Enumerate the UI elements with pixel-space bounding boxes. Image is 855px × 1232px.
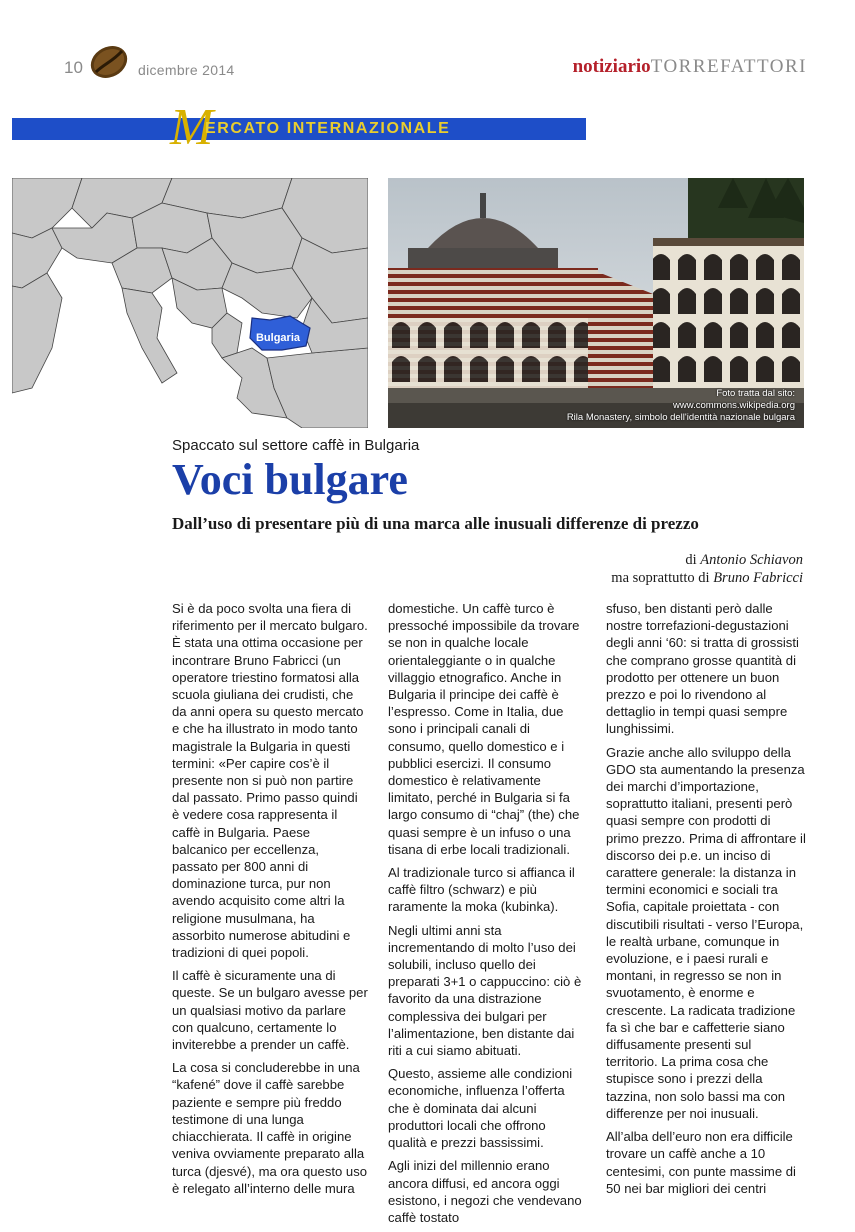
section-title: ERCATO INTERNAZIONALE <box>205 120 451 137</box>
byline-mid: ma soprattutto di <box>611 570 710 586</box>
byline-prefix: di <box>685 552 697 568</box>
paragraph: Agli inizi del millennio erano ancora diffusi, ed ancora oggi esistono, i negozi che vendevano caffè tostato <box>388 1158 582 1225</box>
text-column-2 <box>388 600 584 1232</box>
author-1: Antonio Schiavon <box>700 552 803 568</box>
photo-credit <box>567 388 795 424</box>
paragraph: Grazie anche allo sviluppo della GDO sta aumentando la presenza dei marchi d’importazione, soprattutto italiani, presenti però quasi sempre con prodotti di primo prezzo. Prima di affrontare il discorso dei p.e. un inciso di carattere generale: la distanza in termini economici e sociali tra Sofia, capitale proiettata - con discutibili risultati - verso l’Europa, le realtà urbane, comunque in evoluzione, e i paesi rurali e montani, in regresso se non in svuotamento, è enorme e crescente. La radicata tradizione fa sì che bar e caffetterie siano diffusamente presenti sul territorio. La prima cosa che stupisce sono i prezzi della tazzina, non solo bassi ma con differenze per noi inusuali. <box>606 744 806 1121</box>
magazine-brand <box>573 56 807 78</box>
text-column-1 <box>172 600 368 1203</box>
paragraph: domestiche. Un caffè turco è pressoché impossibile da trovare se non in qualche locale orientaleggiante o in qualche villaggio etnografico. Anche in Bulgaria il principe dei caffè è l’espresso. Come in Italia, due sono i principali canali di consumo, quello domestico e i pubblici esercizi. Il consumo domestico è relativamente limitato, perché in Bulgaria si fa largo consumo di “chaj” (the) che quasi sempre è un infuso o una tisana di erbe locali tradizionali. <box>388 601 580 857</box>
article-title: Voci bulgare <box>172 455 408 504</box>
paragraph: Negli ultimi anni sta incrementando di molto l’uso dei solubili, incluso quello dei preparati 3+1 o cappuccino: ciò è favorito da una distrazione complessiva dei bulgari per l’alimentazione, ben distante dai riti a cui siamo abituati. <box>388 922 582 1059</box>
page-number: 10 <box>64 58 83 77</box>
coffee-bean-icon <box>88 44 130 80</box>
author-2: Bruno Fabricci <box>713 570 803 586</box>
issue-date: dicembre 2014 <box>138 62 235 78</box>
paragraph: La cosa si concluderebbe in una “kafené” dove il caffè sarebbe paziente e sempre più freddo testimone di una lunga chiacchierata. Il caffè in origine veniva ovviamente preparato alla turca (djesvé), ma ora questo uso è relegato all’interno delle mura <box>172 1060 368 1196</box>
brand-sub: TORREFATTORI <box>650 56 807 77</box>
brand-main: notiziario <box>572 56 651 77</box>
paragraph: Si è da poco svolta una fiera di riferimento per il mercato bulgaro. È stata una ottima occasione per incontrare Bruno Fabricci (un operatore triestino formatosi alla scuola giuliana dei crudisti, che da anni opera su questo mercato e che ha illustrato in modo tanto magistrale la Bulgaria in questi termini: «Per capire cos’è il presente non si può non partire dal passato. Primo passo quindi è vedere cosa rappresenta il caffè in Bulgaria. Paese balcanico per eccellenza, passato per 800 anni di dominazione turca, pur non avendo acquisito come altri la religione musulmana, ha assorbito numerose abitudini e tradizioni di quei popoli. <box>172 601 368 961</box>
paragraph: All’alba dell’euro non era difficile trovare un caffè anche a 10 centesimi, con punte massime di 50 nei bar migliori dei centri <box>606 1129 796 1196</box>
article-subtitle: Dall’uso di presentare più di una marca alle inusuali differenze di prezzo <box>172 514 699 533</box>
paragraph: sfuso, ben distanti però dalle nostre torrefazioni-degustazioni degli anni ‘60: si tratta di grossisti che comprano grosse quantità di prodotto per ottenere un buon prezzo e poi lo rivendono al dettaglio in tempi quasi sempre lunghissimi. <box>606 601 799 737</box>
paragraph: Al tradizionale turco si affianca il caffè filtro (schwarz) e più raramente la moka (kubinka). <box>388 865 575 915</box>
byline <box>611 551 803 587</box>
paragraph: Il caffè è sicuramente una di queste. Se un bulgaro avesse per un qualsiasi motivo da parlare con qualcuno, certamente lo inviterebbe a prender un caffè. <box>172 968 368 1053</box>
photo-credit-line-2: www.commons.wikipedia.org <box>673 400 795 411</box>
europe-map <box>12 178 368 428</box>
text-column-3 <box>606 600 806 1203</box>
paragraph: Questo, assieme alle condizioni economiche, influenza l’offerta che è dominata dai alcuni produttori locali che offrono qualità e prezzi bassissimi. <box>388 1066 573 1151</box>
section-initial: M <box>170 99 214 156</box>
photo-caption: Rila Monastery, simbolo dell'identità nazionale bulgara <box>566 412 795 423</box>
photo-credit-line-1: Foto tratta dal sito: <box>716 388 795 399</box>
article-kicker: Spaccato sul settore caffè in Bulgaria <box>172 437 420 454</box>
map-country-label: Bulgaria <box>255 332 301 344</box>
